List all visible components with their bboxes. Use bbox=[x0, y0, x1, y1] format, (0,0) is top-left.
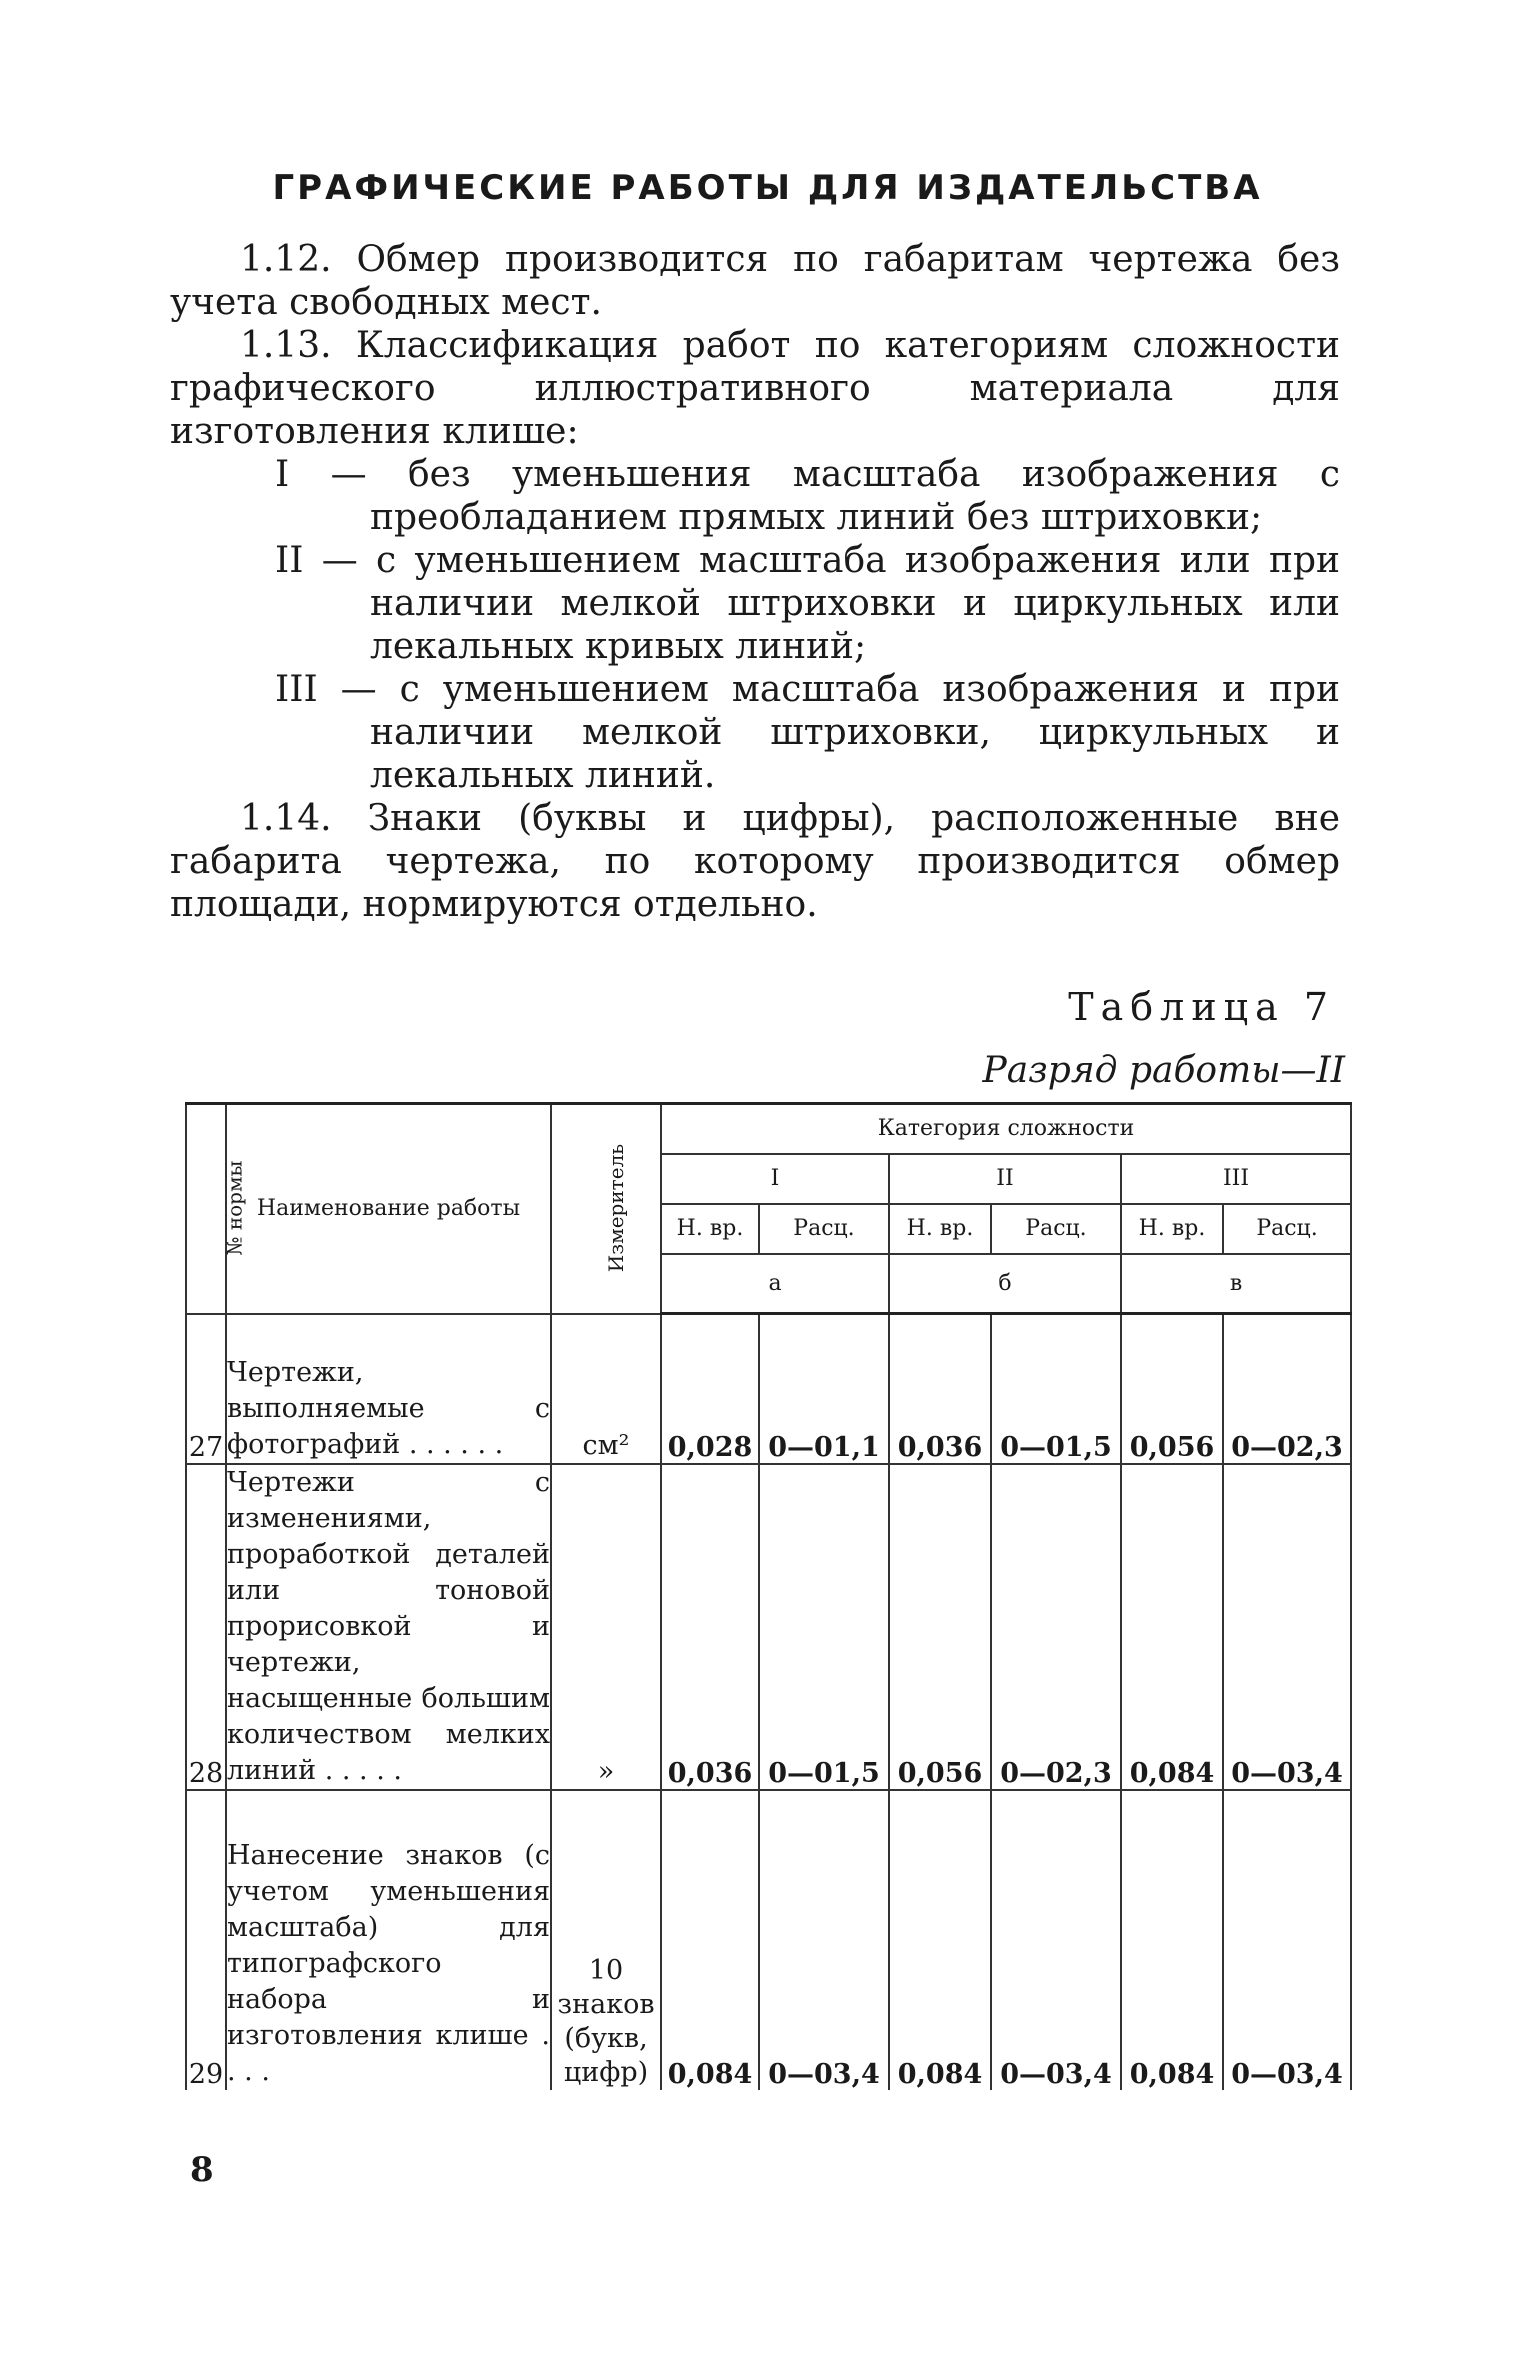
header-col-v: в bbox=[1121, 1254, 1351, 1314]
header-category-iii: III bbox=[1121, 1154, 1351, 1204]
row-work-name: Чертежи с изменениями, проработкой деталей или тоновой прорисовкой и чертежи, насыщенные большим количеством мелких линий . . . . . bbox=[226, 1464, 551, 1790]
paragraph-1-13: 1.13. Классификация работ по категориям сложности графического иллюстративного материала для изготовления клише: bbox=[170, 325, 1340, 452]
table-row bbox=[186, 1464, 1351, 1790]
row-norm-time-i: 0,084 bbox=[661, 1790, 759, 2090]
row-norm-time-ii: 0,056 bbox=[889, 1464, 991, 1790]
row-number: 28 bbox=[186, 1464, 226, 1790]
row-measure: 10 знаков (букв, цифр) bbox=[551, 1790, 661, 2090]
row-rate-i: 0—01,1 bbox=[759, 1314, 889, 1464]
page-header: ГРАФИЧЕСКИЕ РАБОТЫ ДЛЯ ИЗДАТЕЛЬСТВА bbox=[272, 168, 1263, 208]
row-norm-time-iii: 0,084 bbox=[1121, 1790, 1223, 2090]
header-norm-number: № нормы bbox=[186, 1104, 226, 1314]
row-work-name: Чертежи, выполняемые с фотографий . . . . . . bbox=[226, 1314, 551, 1464]
row-norm-time-ii: 0,084 bbox=[889, 1790, 991, 2090]
row-norm-time-i: 0,036 bbox=[661, 1464, 759, 1790]
paragraph-1-14: 1.14. Знаки (буквы и цифры), расположенные вне габарита чертежа, по которому производится обмер площади, нормируются отдельно. bbox=[170, 798, 1340, 925]
header-complexity-category: Категория сложности bbox=[661, 1104, 1351, 1154]
page-number: 8 bbox=[190, 2150, 214, 2190]
work-grade: Разряд работы—II bbox=[982, 1050, 1345, 1091]
row-rate-ii: 0—01,5 bbox=[991, 1314, 1121, 1464]
row-measure: » bbox=[551, 1464, 661, 1790]
header-rate-iii: Расц. bbox=[1223, 1204, 1351, 1254]
category-2: II — с уменьшением масштаба изображения или при наличии мелкой штриховки и циркульных или лекальных кривых линий; bbox=[275, 540, 1340, 667]
row-rate-iii: 0—03,4 bbox=[1223, 1464, 1351, 1790]
header-norm-time-ii: Н. вр. bbox=[889, 1204, 991, 1254]
category-3: III — с уменьшением масштаба изображения и при наличии мелкой штриховки, циркульных и лекальных линий. bbox=[275, 669, 1340, 796]
table-row bbox=[186, 1314, 1351, 1464]
paragraph-1-12: 1.12. Обмер производится по габаритам чертежа без учета свободных мест. bbox=[170, 239, 1340, 323]
header-norm-time-iii: Н. вр. bbox=[1121, 1204, 1223, 1254]
header-rate-i: Расц. bbox=[759, 1204, 889, 1254]
category-1: I — без уменьшения масштаба изображения с преобладанием прямых линий без штриховки; bbox=[275, 454, 1340, 538]
row-norm-time-ii: 0,036 bbox=[889, 1314, 991, 1464]
row-measure: см² bbox=[551, 1314, 661, 1464]
row-norm-time-iii: 0,056 bbox=[1121, 1314, 1223, 1464]
row-norm-time-iii: 0,084 bbox=[1121, 1464, 1223, 1790]
norms-table bbox=[185, 1102, 1352, 2090]
header-rate-ii: Расц. bbox=[991, 1204, 1121, 1254]
header-measure: Измеритель bbox=[551, 1104, 661, 1314]
row-number: 27 bbox=[186, 1314, 226, 1464]
header-col-b: б bbox=[889, 1254, 1121, 1314]
header-category-i: I bbox=[661, 1154, 889, 1204]
header-norm-time-i: Н. вр. bbox=[661, 1204, 759, 1254]
body-text bbox=[170, 238, 1340, 926]
row-rate-ii: 0—02,3 bbox=[991, 1464, 1121, 1790]
table-row bbox=[186, 1790, 1351, 2090]
row-rate-ii: 0—03,4 bbox=[991, 1790, 1121, 2090]
header-col-a: а bbox=[661, 1254, 889, 1314]
row-norm-time-i: 0,028 bbox=[661, 1314, 759, 1464]
table-caption: Таблица 7 bbox=[1068, 985, 1335, 1029]
header-work-name: Наименование работы bbox=[226, 1104, 551, 1314]
row-work-name: Нанесение знаков (с учетом уменьшения масштаба) для типографского набора и изготовления клише . . . . bbox=[226, 1790, 551, 2090]
row-rate-iii: 0—02,3 bbox=[1223, 1314, 1351, 1464]
header-category-ii: II bbox=[889, 1154, 1121, 1204]
row-rate-iii: 0—03,4 bbox=[1223, 1790, 1351, 2090]
row-rate-i: 0—03,4 bbox=[759, 1790, 889, 2090]
row-rate-i: 0—01,5 bbox=[759, 1464, 889, 1790]
row-number: 29 bbox=[186, 1790, 226, 2090]
